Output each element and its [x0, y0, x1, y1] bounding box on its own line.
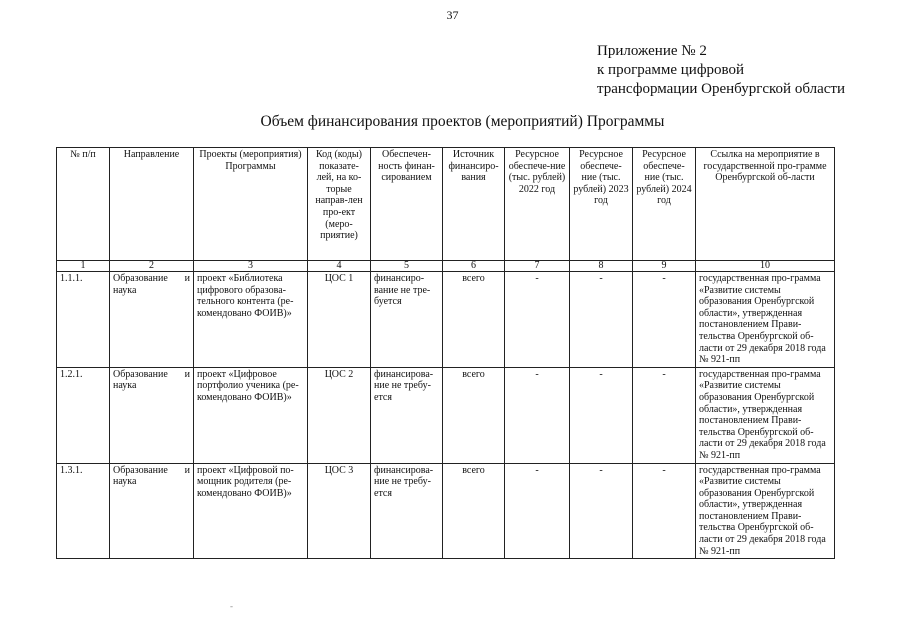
row-value-2022: -	[505, 272, 570, 368]
row-project: проект «Цифровое портфолио ученика (ре-комендовано ФОИВ)»	[194, 367, 308, 463]
row-value-2024: -	[633, 272, 696, 368]
header-cell-code: Код (коды) показате-лей, на ко-торые направ-лен про-ект (меро-приятие)	[308, 148, 371, 261]
row-code: ЦОС 3	[308, 463, 371, 559]
column-number: 6	[443, 261, 505, 272]
row-program-link: государственная про-грамма «Развитие системы образования Оренбургской области», утвержденная постановлением Прави-тельства Оренбургской об-ласти от 29 декабря 2018 года № 921-пп	[696, 367, 835, 463]
header-cell-num: № п/п	[57, 148, 110, 261]
column-number: 3	[194, 261, 308, 272]
row-project: проект «Цифровой по-мощник родителя (ре-комендовано ФОИВ)»	[194, 463, 308, 559]
header-cell-2024: Ресурсное обеспече-ние (тыс. рублей) 2024 год	[633, 148, 696, 261]
column-number: 9	[633, 261, 696, 272]
row-direction: Образование и наука	[110, 367, 194, 463]
table-row	[57, 272, 835, 368]
appendix-line-3: трансформации Оренбургской области	[597, 81, 845, 97]
table-row	[57, 367, 835, 463]
row-program-link: государственная про-грамма «Развитие системы образования Оренбургской области», утвержденная постановлением Прави-тельства Оренбургской об-ласти от 29 декабря 2018 года № 921-пп	[696, 463, 835, 559]
row-value-2024: -	[633, 367, 696, 463]
appendix-line-1: Приложение № 2	[597, 43, 707, 59]
row-code: ЦОС 1	[308, 272, 371, 368]
row-code: ЦОС 2	[308, 367, 371, 463]
row-source: всего	[443, 272, 505, 368]
column-number: 4	[308, 261, 371, 272]
header-cell-2023: Ресурсное обеспече-ние (тыс. рублей) 2023 год	[570, 148, 633, 261]
row-direction: Образование и наука	[110, 272, 194, 368]
column-number: 7	[505, 261, 570, 272]
row-source: всего	[443, 367, 505, 463]
row-direction: Образование и наука	[110, 463, 194, 559]
header-cell-link: Ссылка на мероприятие в государственной про-грамме Оренбургской об-ласти	[696, 148, 835, 261]
scan-mark: -	[230, 601, 233, 611]
financing-table	[56, 147, 835, 559]
header-cell-project: Проекты (мероприятия) Программы	[194, 148, 308, 261]
column-number: 2	[110, 261, 194, 272]
appendix-block	[597, 42, 845, 99]
table-row	[57, 463, 835, 559]
header-cell-provision: Обеспечен-ность финан-сированием	[371, 148, 443, 261]
header-cell-2022: Ресурсное обеспече-ние (тыс. рублей) 2022 год	[505, 148, 570, 261]
document-title: Объем финансирования проектов (мероприятий) Программы	[260, 113, 665, 130]
appendix-line-2: к программе цифровой	[597, 62, 745, 78]
row-provision: финансирова-ние не требу-ется	[371, 367, 443, 463]
row-value-2024: -	[633, 463, 696, 559]
header-cell-source: Источник финансиро-вания	[443, 148, 505, 261]
row-value-2023: -	[570, 272, 633, 368]
column-number: 8	[570, 261, 633, 272]
page-number: 37	[446, 8, 459, 22]
row-value-2023: -	[570, 463, 633, 559]
header-cell-direction: Направление	[110, 148, 194, 261]
row-source: всего	[443, 463, 505, 559]
row-project: проект «Библиотека цифрового образова-тельного контента (ре-комендовано ФОИВ)»	[194, 272, 308, 368]
row-value-2022: -	[505, 367, 570, 463]
row-value-2022: -	[505, 463, 570, 559]
row-provision: финансирова-ние не требу-ется	[371, 463, 443, 559]
row-number: 1.1.1.	[57, 272, 110, 368]
column-number-row	[57, 261, 835, 272]
table-header-row	[57, 148, 835, 261]
row-value-2023: -	[570, 367, 633, 463]
row-program-link: государственная про-грамма «Развитие системы образования Оренбургской области», утвержденная постановлением Прави-тельства Оренбургской об-ласти от 29 декабря 2018 года № 921-пп	[696, 272, 835, 368]
column-number: 1	[57, 261, 110, 272]
column-number: 10	[696, 261, 835, 272]
row-number: 1.2.1.	[57, 367, 110, 463]
column-number: 5	[371, 261, 443, 272]
row-provision: финансиро-вание не тре-буется	[371, 272, 443, 368]
row-number: 1.3.1.	[57, 463, 110, 559]
